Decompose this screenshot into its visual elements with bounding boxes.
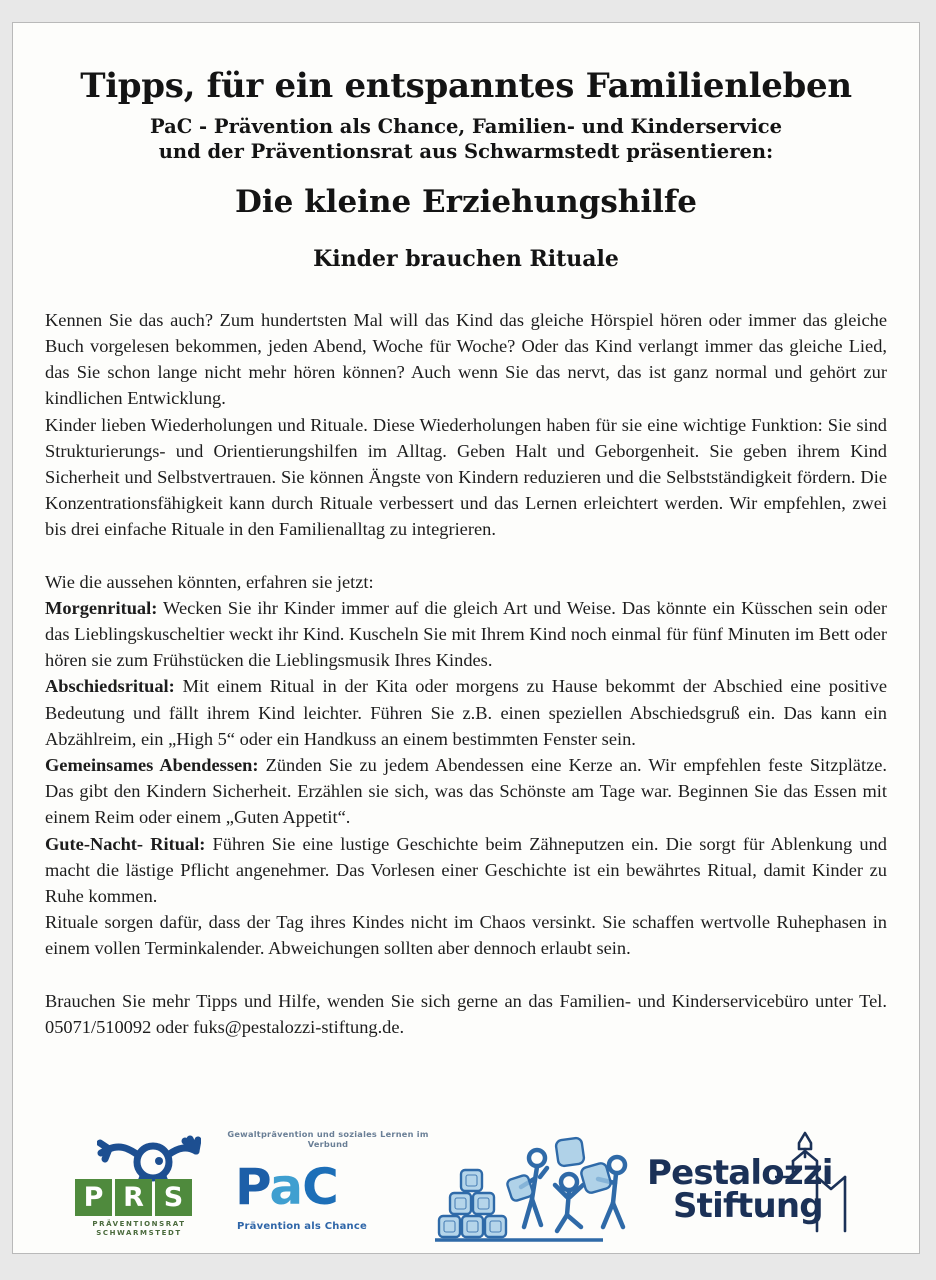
prs-logo [69,1127,219,1245]
article-body [33,307,899,1040]
organizer-subtitle-line-2: und der Präventionsrat aus Schwarmstedt präsentieren: [158,140,774,164]
prs-caption [75,1220,203,1238]
paragraph-intro: Kennen Sie das auch? Zum hundertsten Mal will das Kind das gleiche Hörspiel hören oder immer das gleiche Buch vorgelesen bekommen, jeden Abend, Woche für Woche? Oder das Kind verlangt immer das gleiche Lied, das Sie schon lange nicht mehr hören können? Auch wenn Sie das nervt, das ist ganz normal und gehört zur kindlichen Entwicklung. [45,309,887,409]
pac-supertext: Gewaltprävention und soziales Lernen im Verbund [227,1129,429,1149]
ritual-gute-nacht-ritual [45,831,887,910]
pestalozzi-line-2: Stiftung [673,1186,823,1226]
ritual-label: Abschiedsritual: [45,676,175,697]
series-title: Die kleine Erziehungshilfe [235,183,697,220]
pac-logo [219,1127,431,1245]
pac-letter-a: a [269,1158,303,1216]
ritual-gemeinsames-abendessen [45,752,887,831]
ritual-abschiedsritual [45,673,887,752]
pac-letter-p: P [235,1158,270,1216]
document-page [12,22,920,1254]
page-title: Tipps, für ein entspanntes Familienleben [80,66,852,106]
prs-tile-r: R [115,1179,152,1216]
organizer-subtitle-line-1: PaC - Prävention als Chance, Familien- und Kinderservice [149,115,783,139]
pac-letter-c: C [302,1158,338,1216]
ritual-label: Gute-Nacht- Ritual: [45,833,206,854]
article-title: Kinder brauchen Rituale [313,246,619,273]
prs-caption-line-2: SCHWARMSTEDT [96,1229,182,1237]
paragraph-contact: Brauchen Sie mehr Tipps und Hilfe, wenden Sie sich gerne an das Familien- und Kinderservicebüro unter Tel. 05071/510092 oder fuks@pestalozzi-stiftung.de. [45,990,887,1037]
building-blocks-illustration [431,1127,645,1245]
ritual-label: Morgenritual: [45,597,158,618]
church-building-icon [775,1127,861,1239]
footer-logo-strip [13,1121,919,1245]
ritual-text: Mit einem Ritual in der Kita oder morgens zu Hause bekommt der Abschied eine positive Bedeutung und fällt ihrem Kind leichter. Führen Sie z.B. einen speziellen Abschiedsgruß ein. Das kann ein Abzählreim, ein „High 5“ oder ein Handkuss an einem bestimmten Fenster sein. [45,676,887,749]
organizer-subtitle [33,114,899,165]
footer-logo-row [13,1121,919,1245]
prs-tile-p: P [75,1179,112,1216]
ritual-text: Wecken Sie ihr Kinder immer auf die gleich Art und Weise. Das könnte ein Küsschen sein oder das Lieblingskuscheltier weckt ihr Kind. Kuscheln Sie mit Ihrem Kind noch einmal für fünf Minuten im Bett oder hören sie zum Frühstücken die Lieblingsmusik Ihres Kindes. [45,597,887,671]
pestalozzi-line-1: Pestalozzi [647,1153,833,1193]
page-content [13,23,919,1040]
blocks-and-children-icon [431,1127,645,1245]
ritual-morgenritual [45,595,887,674]
ritual-label: Gemeinsames Abendessen: [45,755,259,776]
prs-caption-line-1: PRÄVENTIONSRAT [92,1220,186,1228]
pac-wordmark [235,1158,338,1216]
pac-subtext: Prävention als Chance [237,1221,367,1232]
prs-letter-tiles [75,1179,192,1216]
pestalozzi-stiftung-logo [645,1127,863,1245]
ritual-text: Führen Sie eine lustige Geschichte beim Zähneputzen ein. Die sorgt für Ablenkung und macht die lästige Pflicht angenehmer. Das Vorlesen einer Geschichte ist ein bewährtes Ritual, damit Kinder zu Ruhe kommen. [45,833,887,907]
prs-tile-s: S [155,1179,192,1216]
paragraph-repetition: Kinder lieben Wiederholungen und Rituale. Diese Wiederholungen haben für sie eine wichtige Funktion: Sie sind Strukturierungs- und Orientierungshilfen im Alltag. Geben Halt und Geborgenheit. Sie geben ihrem Kind Sicherheit und Selbstvertrauen. Sie können Ängste von Kindern reduzieren und die Selbstständigkeit fördern. Die Konzentrationsfähigkeit kann durch Rituale verbessert und das Lernen erleichtert werden. Wir empfehlen, zwei bis drei einfache Rituale in den Familienalltag zu integrieren. [45,414,887,540]
ritual-text: Zünden Sie zu jedem Abendessen eine Kerze an. Wir empfehlen feste Sitzplätze. Das gibt den Kindern Sicherheit. Erzählen sie sich, was das Schönste am Tage war. Beginnen Sie das Essen mit einem Reim oder einem „Guten Appetit“. [45,755,888,828]
paragraph-transition: Wie die aussehen könnten, erfahren sie jetzt: [45,571,374,592]
paragraph-closing: Rituale sorgen dafür, dass der Tag ihres Kindes nicht im Chaos versinkt. Sie schaffen wertvolle Ruhephasen in einem vollen Terminkalender. Abweichungen sollten aber dennoch erlaubt sein. [45,912,887,959]
